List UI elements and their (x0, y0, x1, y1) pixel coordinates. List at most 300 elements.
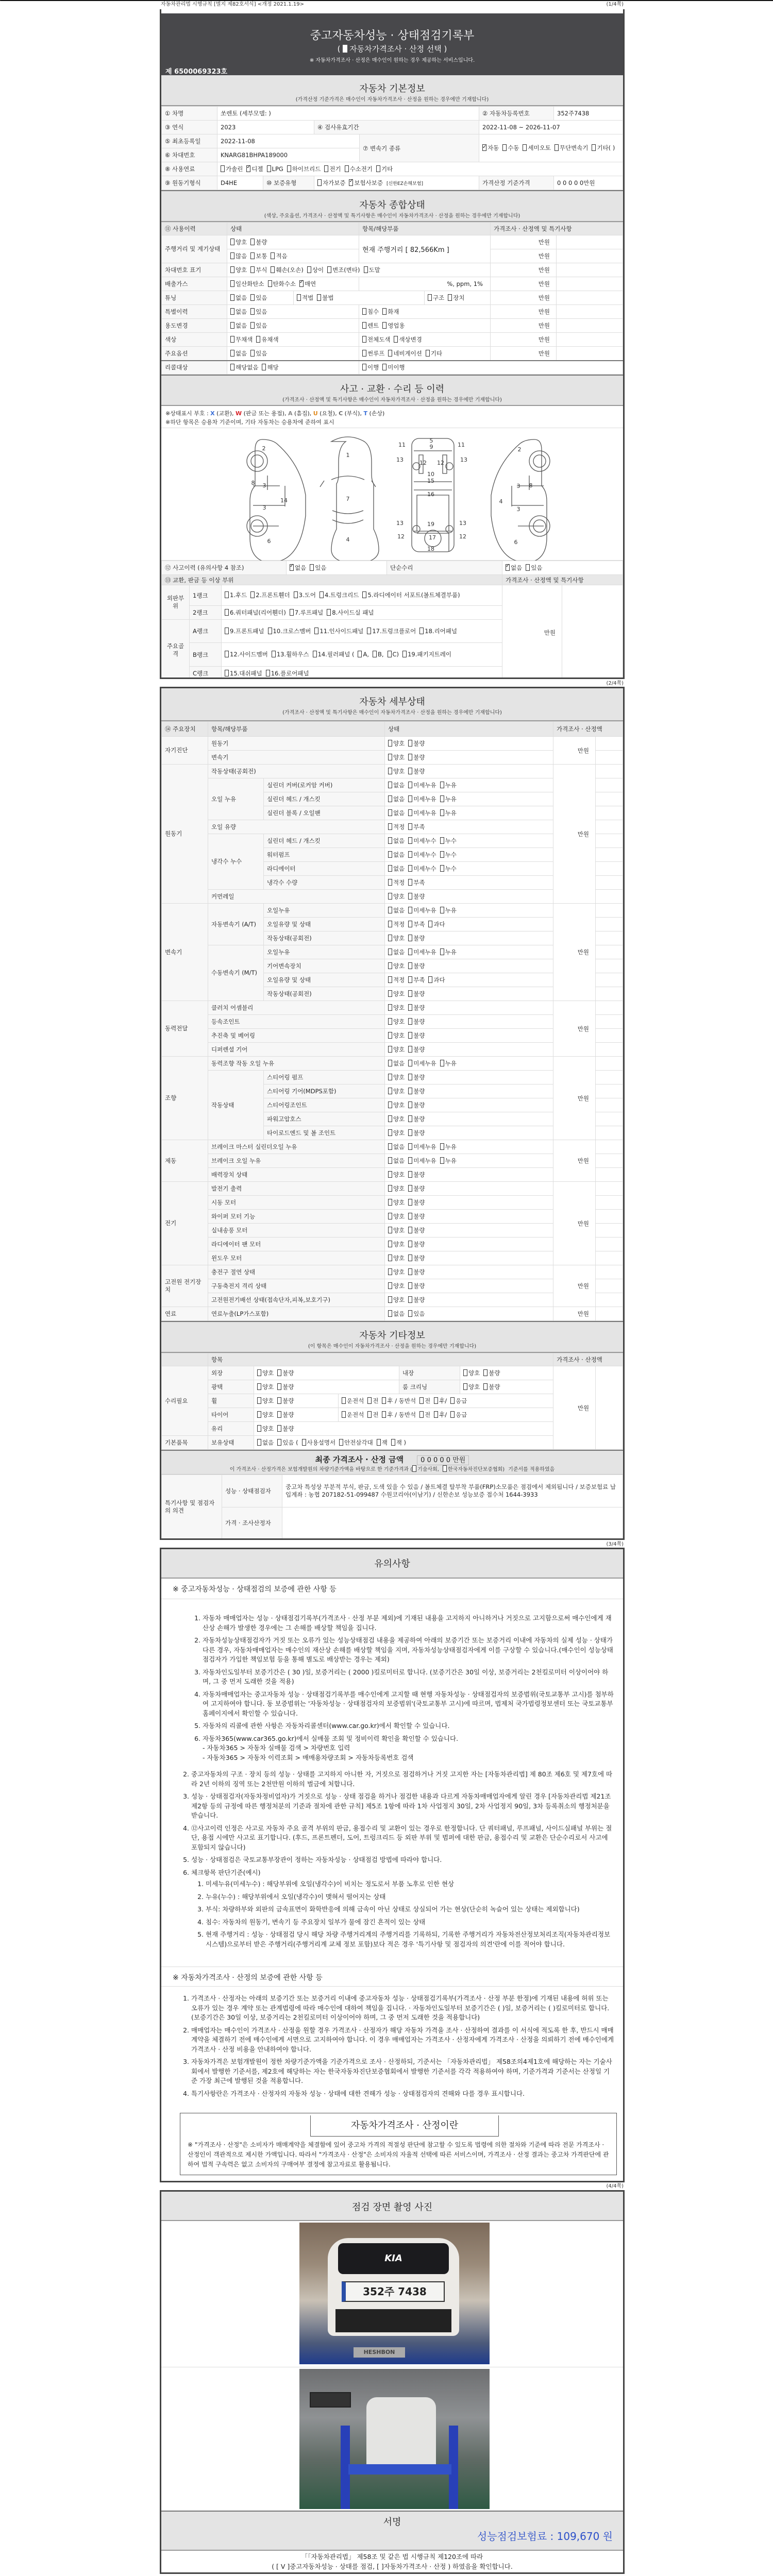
checkbox[interactable] (299, 280, 304, 287)
checkbox-option[interactable] (388, 1282, 405, 1290)
checkbox[interactable] (408, 1129, 412, 1136)
checkbox[interactable] (463, 1369, 467, 1376)
checkbox-option[interactable] (388, 990, 405, 997)
checkbox[interactable] (376, 165, 380, 172)
price-note[interactable] (596, 1029, 623, 1043)
checkbox-option[interactable] (317, 179, 345, 187)
price-note[interactable] (557, 319, 623, 333)
checkbox[interactable] (408, 1157, 412, 1164)
checkbox-option[interactable] (428, 294, 444, 301)
checkbox-option[interactable] (277, 1425, 294, 1432)
checkbox[interactable] (250, 294, 255, 301)
checkbox[interactable] (272, 651, 276, 657)
checkbox-option[interactable] (290, 609, 323, 616)
checkbox-option[interactable] (250, 322, 267, 329)
checkbox[interactable] (302, 1439, 306, 1446)
checkbox-option[interactable] (256, 336, 278, 343)
checkbox[interactable] (277, 1411, 281, 1418)
checkbox-option[interactable] (230, 239, 247, 246)
checkbox-option[interactable] (408, 1018, 425, 1025)
checkbox[interactable] (327, 266, 331, 273)
checkbox[interactable] (408, 1227, 412, 1233)
checkbox-option[interactable] (526, 564, 542, 571)
checkbox[interactable] (230, 266, 234, 273)
checkbox-option[interactable] (327, 609, 374, 616)
checkbox-option[interactable] (408, 1213, 425, 1220)
checkbox-option[interactable] (408, 1046, 425, 1053)
checkbox[interactable] (388, 948, 392, 955)
checkbox-option[interactable] (434, 1411, 447, 1418)
rank-options[interactable] (222, 620, 502, 643)
checkbox[interactable] (230, 294, 234, 301)
checkbox[interactable] (230, 252, 234, 259)
checkbox[interactable] (230, 280, 234, 287)
checkbox[interactable] (320, 591, 324, 598)
checkbox-option[interactable] (388, 893, 405, 900)
checkbox-option[interactable] (388, 1310, 405, 1317)
checkbox-option[interactable] (257, 1439, 274, 1446)
checkbox-option[interactable] (388, 1255, 405, 1262)
checkbox[interactable] (257, 1383, 261, 1390)
status-options[interactable] (227, 333, 359, 347)
status-options[interactable] (385, 1057, 553, 1071)
checkbox-option[interactable] (271, 252, 287, 260)
checkbox[interactable] (388, 1088, 392, 1094)
checkbox[interactable] (317, 179, 322, 186)
checkbox[interactable] (230, 336, 234, 343)
checkbox-option[interactable] (272, 651, 309, 658)
checkbox-option[interactable] (408, 990, 425, 997)
checkbox[interactable] (408, 1060, 412, 1066)
checkbox-option[interactable] (376, 165, 393, 173)
checkbox[interactable] (483, 1369, 488, 1376)
status-options[interactable] (385, 1098, 553, 1112)
checkbox[interactable] (388, 990, 392, 997)
status-options[interactable] (227, 319, 359, 333)
checkbox[interactable] (592, 144, 596, 151)
checkbox-option[interactable] (448, 294, 464, 301)
status-options[interactable] (385, 1043, 553, 1057)
checkbox[interactable] (408, 1143, 412, 1150)
checkbox[interactable] (408, 1213, 412, 1219)
simple-repair-options[interactable] (502, 561, 623, 575)
checkbox[interactable] (419, 1397, 424, 1404)
checkbox[interactable] (388, 837, 392, 844)
checkbox-option[interactable] (388, 962, 405, 970)
status-options[interactable] (227, 347, 359, 361)
checkbox-option[interactable] (230, 280, 264, 287)
checkbox[interactable] (408, 1268, 412, 1275)
checkbox-option[interactable] (482, 144, 499, 151)
checkbox[interactable] (388, 768, 392, 774)
position-options[interactable] (339, 1408, 553, 1422)
status-options[interactable] (359, 305, 491, 319)
checkbox[interactable] (277, 1397, 281, 1404)
checkbox-option[interactable] (225, 591, 247, 599)
price-note[interactable] (596, 806, 623, 820)
checkbox[interactable] (523, 144, 527, 151)
checkbox-option[interactable] (271, 266, 303, 274)
checkbox[interactable] (408, 921, 412, 927)
checkbox-option[interactable] (246, 165, 263, 173)
checkbox[interactable] (408, 1255, 412, 1261)
price-note[interactable] (596, 737, 623, 751)
checkbox-option[interactable] (257, 1369, 274, 1377)
checkbox[interactable] (408, 1074, 412, 1080)
price-note[interactable] (596, 1210, 623, 1224)
checkbox-option[interactable] (388, 837, 405, 844)
checkbox[interactable] (230, 350, 234, 357)
checkbox-option[interactable] (419, 1397, 430, 1404)
checkbox[interactable] (408, 1115, 412, 1122)
checkbox[interactable] (408, 1241, 412, 1247)
checkbox-option[interactable] (388, 907, 405, 914)
checkbox-option[interactable] (408, 1004, 425, 1011)
status-options[interactable] (385, 778, 553, 792)
checkbox-option[interactable] (440, 865, 457, 872)
checkbox[interactable] (388, 1241, 392, 1247)
checkbox-option[interactable] (320, 591, 359, 599)
price-note[interactable] (596, 848, 623, 862)
checkbox[interactable] (230, 308, 234, 315)
checkbox-option[interactable] (307, 266, 324, 274)
checkbox[interactable] (388, 1115, 392, 1122)
price-note[interactable] (557, 249, 623, 263)
checkbox-option[interactable] (408, 740, 425, 747)
price-note[interactable] (596, 973, 623, 987)
checkbox[interactable] (367, 1411, 372, 1418)
checkbox-option[interactable] (362, 591, 460, 599)
checkbox-option[interactable] (388, 976, 405, 984)
status-options[interactable] (385, 834, 553, 848)
price-note[interactable] (596, 1015, 623, 1029)
checkbox-option[interactable] (349, 179, 383, 187)
price-note[interactable] (596, 1265, 623, 1279)
checkbox[interactable] (450, 1397, 455, 1404)
checkbox[interactable] (342, 1397, 346, 1404)
checkbox-option[interactable] (408, 1268, 425, 1276)
price-note[interactable] (557, 333, 623, 347)
status-options[interactable] (385, 806, 553, 820)
checkbox-option[interactable] (463, 1383, 480, 1391)
checkbox-option[interactable] (388, 935, 405, 942)
checkbox-option[interactable] (294, 591, 316, 599)
status-options[interactable] (385, 1238, 553, 1251)
checkbox[interactable] (250, 308, 255, 315)
checkbox-option[interactable] (502, 144, 519, 151)
checkbox-option[interactable] (388, 1018, 405, 1025)
checkbox-option[interactable] (408, 1241, 425, 1248)
checkbox[interactable] (257, 1397, 261, 1404)
checkbox[interactable] (388, 1213, 392, 1219)
checkbox[interactable] (408, 823, 412, 830)
checkbox[interactable] (345, 165, 349, 172)
checkbox[interactable] (408, 1171, 412, 1178)
checkbox[interactable] (388, 1129, 392, 1136)
checkbox-option[interactable] (362, 336, 390, 343)
checkbox-option[interactable] (377, 1439, 388, 1446)
checkbox-option[interactable] (388, 1101, 405, 1109)
fuel-options[interactable] (217, 162, 623, 176)
checkbox-option[interactable] (408, 1310, 425, 1317)
price-note[interactable] (596, 1043, 623, 1057)
checkbox-option[interactable] (388, 1213, 405, 1220)
status-options[interactable] (385, 1029, 553, 1043)
checkbox[interactable] (327, 609, 331, 616)
checkbox-option[interactable] (388, 879, 405, 886)
appraiser-opinion[interactable] (282, 1507, 623, 1539)
checkbox-option[interactable] (277, 1411, 294, 1418)
checkbox-option[interactable] (230, 364, 258, 371)
checkbox-option[interactable] (408, 795, 436, 803)
status-options[interactable] (385, 820, 553, 834)
checkbox[interactable] (440, 809, 444, 816)
checkbox-option[interactable] (402, 651, 451, 658)
checkbox-option[interactable] (408, 935, 425, 942)
checkbox-option[interactable] (277, 1439, 298, 1446)
transmission-options[interactable] (479, 134, 623, 162)
checkbox-option[interactable] (388, 740, 405, 747)
checkbox[interactable] (388, 1268, 392, 1275)
checkbox-option[interactable] (388, 1004, 405, 1011)
checkbox-option[interactable] (388, 1241, 405, 1248)
checkbox[interactable] (408, 879, 412, 886)
checkbox-option[interactable] (250, 308, 267, 315)
price-note[interactable] (596, 1168, 623, 1182)
price-note[interactable] (596, 1084, 623, 1098)
checkbox-option[interactable] (388, 795, 405, 803)
checkbox-option[interactable] (391, 1439, 406, 1446)
checkbox-option[interactable] (327, 266, 360, 274)
checkbox[interactable] (225, 670, 229, 676)
status-options[interactable] (385, 1251, 553, 1265)
checkbox[interactable] (388, 907, 392, 913)
checkbox[interactable] (342, 1411, 346, 1418)
checkbox-option[interactable] (257, 1411, 274, 1418)
checkbox[interactable] (388, 1227, 392, 1233)
price-note[interactable] (596, 820, 623, 834)
status-options[interactable] (294, 291, 425, 305)
status-options[interactable] (385, 904, 553, 918)
status-options[interactable] (385, 1210, 553, 1224)
checkbox[interactable] (394, 336, 398, 343)
checkbox[interactable] (388, 1018, 392, 1025)
price-note[interactable] (562, 585, 623, 680)
price-note[interactable] (596, 1001, 623, 1015)
checkbox-option[interactable] (364, 266, 380, 274)
checkbox-option[interactable] (394, 336, 422, 343)
checkbox[interactable] (408, 865, 412, 872)
checkbox[interactable] (440, 795, 444, 802)
checkbox-option[interactable] (250, 350, 267, 357)
status-options[interactable] (385, 876, 553, 890)
checkbox-option[interactable] (408, 948, 436, 956)
checkbox-option[interactable] (483, 1383, 500, 1391)
price-note[interactable] (557, 235, 623, 249)
checkbox[interactable] (314, 628, 318, 634)
warranty-options[interactable] (317, 179, 386, 187)
checkbox[interactable] (271, 252, 275, 259)
checkbox[interactable] (408, 1018, 412, 1025)
checkbox[interactable] (268, 628, 272, 634)
checkbox[interactable] (358, 651, 362, 657)
checkbox-option[interactable] (440, 1143, 457, 1150)
checkbox[interactable] (440, 851, 444, 858)
status-options[interactable] (385, 1154, 553, 1168)
status-options[interactable] (385, 1001, 553, 1015)
checkbox[interactable] (402, 651, 407, 657)
checkbox-option[interactable] (388, 851, 405, 858)
checkbox-option[interactable] (388, 1060, 405, 1067)
checkbox[interactable] (377, 1439, 381, 1446)
checkbox-option[interactable] (440, 851, 457, 858)
checkbox[interactable] (290, 564, 294, 571)
price-note[interactable] (596, 792, 623, 806)
rank-options[interactable] (222, 667, 502, 680)
checkbox-option[interactable] (408, 809, 436, 817)
checkbox-option[interactable] (440, 795, 457, 803)
checkbox[interactable] (310, 564, 314, 571)
checkbox[interactable] (408, 1088, 412, 1094)
price-note[interactable] (596, 1071, 623, 1084)
price-note[interactable] (596, 765, 623, 778)
checkbox-option[interactable] (388, 1074, 405, 1081)
price-note[interactable] (596, 1182, 623, 1196)
checkbox-option[interactable] (257, 1383, 274, 1391)
checkbox[interactable] (257, 1369, 261, 1376)
checkbox[interactable] (408, 1101, 412, 1108)
checkbox[interactable] (408, 809, 412, 816)
checkbox[interactable] (362, 591, 366, 598)
checkbox[interactable] (440, 865, 444, 872)
checkbox[interactable] (419, 628, 424, 634)
checkbox-option[interactable] (506, 564, 522, 571)
price-note[interactable] (557, 305, 623, 319)
checkbox-option[interactable] (428, 976, 445, 984)
checkbox[interactable] (434, 1411, 438, 1418)
checkbox[interactable] (277, 1439, 281, 1446)
price-note[interactable] (596, 1154, 623, 1168)
checkbox[interactable] (408, 1046, 412, 1053)
checkbox[interactable] (382, 1397, 386, 1404)
checkbox[interactable] (443, 1465, 447, 1472)
checkbox-option[interactable] (419, 628, 457, 635)
price-note[interactable] (596, 890, 623, 904)
checkbox-option[interactable] (221, 165, 243, 173)
checkbox-option[interactable] (408, 1101, 425, 1109)
checkbox[interactable] (388, 921, 392, 927)
checkbox[interactable] (408, 1004, 412, 1011)
checkbox[interactable] (256, 336, 260, 343)
status-options[interactable] (254, 1394, 339, 1408)
checkbox[interactable] (290, 609, 294, 616)
checkbox[interactable] (408, 893, 412, 900)
checkbox[interactable] (388, 1296, 392, 1303)
checkbox-option[interactable] (408, 1296, 425, 1303)
checkbox-option[interactable] (408, 1282, 425, 1290)
checkbox-option[interactable] (419, 1411, 430, 1418)
checkbox-option[interactable] (225, 609, 286, 616)
status-options[interactable] (460, 1380, 553, 1394)
status-options[interactable] (385, 792, 553, 806)
checkbox-option[interactable] (428, 921, 445, 928)
checkbox-option[interactable] (268, 280, 296, 287)
checkbox-option[interactable] (367, 1411, 378, 1418)
price-note[interactable] (596, 834, 623, 848)
status-options[interactable] (385, 1307, 553, 1321)
checkbox-option[interactable] (463, 1369, 480, 1377)
accident-history-options[interactable] (287, 561, 387, 575)
checkbox-option[interactable] (267, 165, 283, 173)
checkbox[interactable] (408, 907, 412, 913)
checkbox[interactable] (388, 1255, 392, 1261)
checkbox[interactable] (554, 144, 559, 151)
checkbox-option[interactable] (408, 1157, 436, 1164)
checkbox[interactable] (388, 809, 392, 816)
checkbox[interactable] (388, 754, 392, 760)
checkbox[interactable] (382, 308, 386, 315)
checkbox[interactable] (362, 336, 366, 343)
checkbox[interactable] (408, 1199, 412, 1206)
checkbox[interactable] (463, 1383, 467, 1390)
checkbox-option[interactable] (408, 1227, 425, 1234)
checkbox-option[interactable] (290, 564, 306, 571)
price-note[interactable] (596, 862, 623, 876)
checkbox-option[interactable] (339, 1439, 373, 1446)
checkbox[interactable] (339, 1439, 343, 1446)
checkbox[interactable] (367, 1397, 372, 1404)
checkbox-option[interactable] (310, 564, 326, 571)
price-note[interactable] (596, 1307, 623, 1321)
checkbox-option[interactable] (388, 782, 405, 789)
checkbox[interactable] (230, 322, 234, 329)
checkbox-option[interactable] (408, 837, 436, 844)
checkbox[interactable] (408, 740, 412, 747)
checkbox[interactable] (388, 893, 392, 900)
checkbox-option[interactable] (434, 1397, 447, 1404)
checkbox-option[interactable] (408, 1185, 425, 1192)
checkbox-option[interactable] (230, 266, 247, 274)
checkbox-option[interactable] (367, 628, 416, 635)
standard-options[interactable] (412, 1467, 508, 1472)
checkbox-option[interactable] (388, 921, 405, 928)
checkbox[interactable] (257, 1439, 261, 1446)
checkbox-option[interactable] (443, 1467, 505, 1472)
checkbox[interactable] (506, 564, 510, 571)
price-note[interactable] (596, 945, 623, 959)
checkbox[interactable] (408, 1296, 412, 1303)
checkbox-option[interactable] (382, 308, 399, 315)
checkbox[interactable] (408, 782, 412, 788)
status-options[interactable] (385, 973, 553, 987)
checkbox[interactable] (388, 1185, 392, 1192)
checkbox-option[interactable] (358, 651, 369, 658)
checkbox-option[interactable] (388, 1129, 405, 1137)
checkbox[interactable] (388, 865, 392, 872)
checkbox-option[interactable] (250, 294, 267, 301)
checkbox-option[interactable] (230, 252, 247, 260)
checkbox-option[interactable] (388, 651, 399, 658)
checkbox-option[interactable] (367, 1397, 378, 1404)
checkbox[interactable] (382, 1411, 386, 1418)
status-options[interactable] (385, 1168, 553, 1182)
checkbox-option[interactable] (362, 322, 379, 329)
checkbox[interactable] (408, 976, 412, 983)
price-note[interactable] (596, 987, 623, 1001)
checkbox[interactable] (440, 837, 444, 844)
checkbox-option[interactable] (250, 266, 267, 274)
checkbox-option[interactable] (302, 1439, 336, 1446)
